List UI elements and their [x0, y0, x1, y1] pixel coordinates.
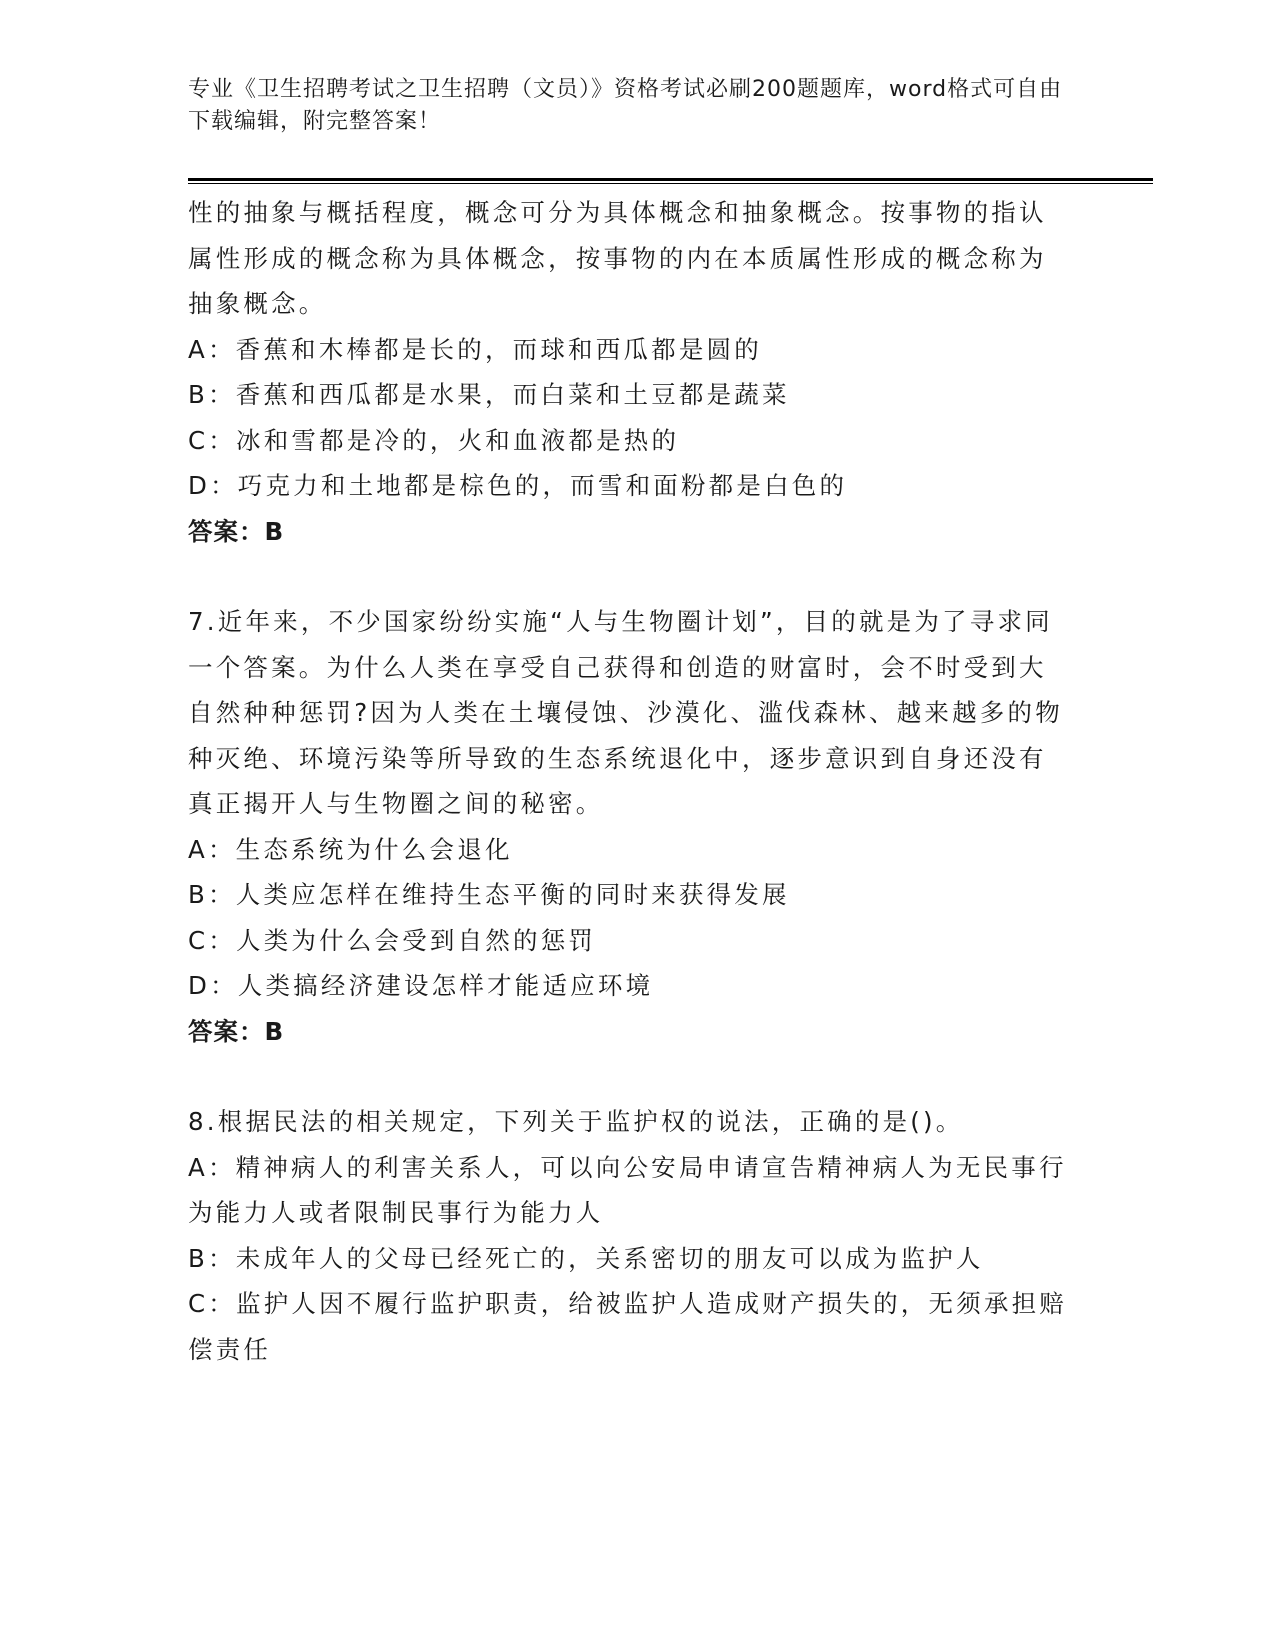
option-d: D：巧克力和土地都是棕色的，而雪和面粉都是白色的 — [188, 471, 848, 500]
option-a: A：香蕉和木棒都是长的，而球和西瓜都是圆的 — [188, 334, 762, 364]
question-6 — [188, 190, 1068, 554]
document-header — [188, 74, 1068, 138]
question-stem: 性的抽象与概括程度，概念可分为具体概念和抽象概念。按事物的指认属性形成的概念称为具体概念，按事物的内在本质属性形成的概念称为抽象概念。 — [188, 198, 1047, 318]
option-c: C：冰和雪都是冷的，火和血液都是热的 — [188, 425, 680, 455]
answer: 答案：B — [188, 516, 285, 546]
option-c: C：人类为什么会受到自然的惩罚 — [188, 925, 597, 955]
option-a: A：精神病人的利害关系人，可以向公安局申请宣告精神病人为无民事行为能力人或者限制民事行为能力人 — [188, 1152, 1067, 1227]
option-b: B：未成年人的父母已经死亡的，关系密切的朋友可以成为监护人 — [188, 1243, 984, 1273]
answer: 答案：B — [188, 1016, 285, 1046]
question-content — [188, 190, 1068, 1372]
spacer — [188, 554, 1068, 599]
header-title: 专业《卫生招聘考试之卫生招聘（文员）》资格考试必刷200题题库，word格式可自由下载编辑，附完整答案！ — [188, 77, 1063, 134]
question-7 — [188, 599, 1068, 1054]
question-stem: 7.近年来，不少国家纷纷实施“人与生物圈计划”，目的就是为了寻求同一个答案。为什么人类在享受自己获得和创造的财富时，会不时受到大自然种种惩罚?因为人类在土壤侵蚀、沙漠化、滥伐森林、越来越多的物种灭绝、环境污染等所导致的生态系统退化中，逐步意识到自身还没有真正揭开人与生物圈之间的秘密。 — [188, 607, 1063, 818]
option-b: B：人类应怎样在维持生态平衡的同时来获得发展 — [188, 880, 790, 909]
header-rule-thin — [188, 183, 1153, 184]
option-d: D：人类搞经济建设怎样才能适应环境 — [188, 971, 654, 1000]
option-a: A：生态系统为什么会退化 — [188, 834, 513, 864]
option-b: B：香蕉和西瓜都是水果，而白菜和土豆都是蔬菜 — [188, 380, 790, 409]
question-stem: 8.根据民法的相关规定，下列关于监护权的说法，正确的是()。 — [188, 1107, 964, 1136]
spacer — [188, 1054, 1068, 1099]
option-c: C：监护人因不履行监护职责，给被监护人造成财产损失的，无须承担赔偿责任 — [188, 1289, 1068, 1364]
question-8 — [188, 1099, 1068, 1372]
header-rule-thick — [188, 178, 1153, 181]
